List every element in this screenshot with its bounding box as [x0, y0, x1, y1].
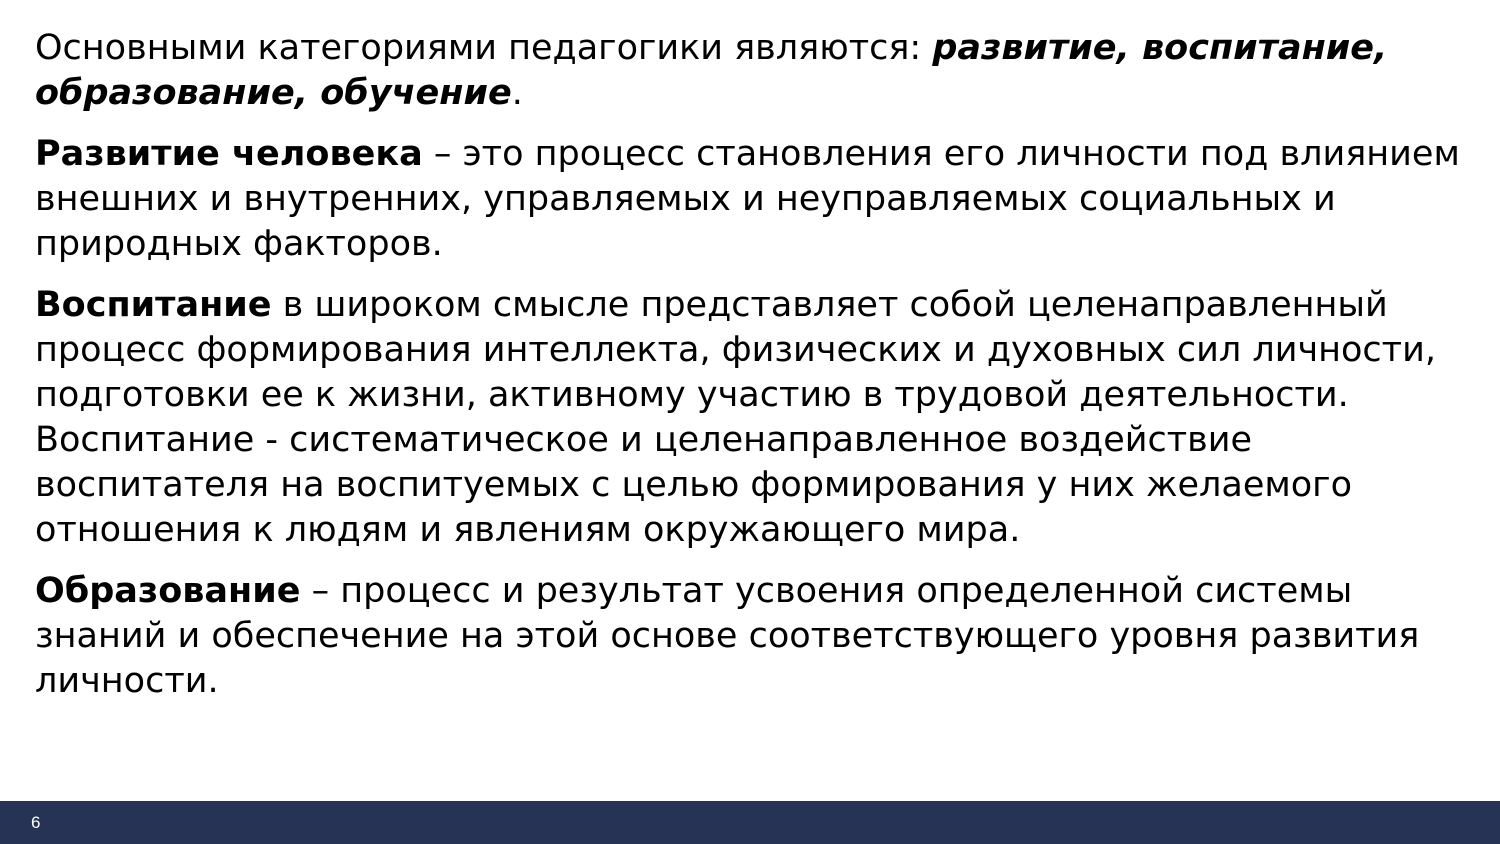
upbringing-term: Воспитание: [35, 285, 272, 325]
intro-categories: развитие, воспитание, образование, обучение: [35, 28, 1388, 113]
development-text: – это процесс становления его личности под влиянием внешних и внутренних, управляемых и неуправляемых социальных и природных факторов.: [35, 134, 1460, 264]
upbringing-paragraph: [35, 283, 1475, 553]
education-term: Образование: [35, 571, 301, 611]
slide-body: [35, 26, 1475, 720]
education-paragraph: [35, 569, 1475, 704]
intro-suffix: .: [511, 73, 523, 113]
development-term: Развитие человека: [35, 134, 423, 174]
upbringing-text: в широком смысле представляет собой целенаправленный процесс формирования интеллекта, физических и духовных сил личности, подготовки ее к жизни, активному участию в трудовой деятельности. Воспитание - систематическое и целенаправленное воздействие воспитателя на воспитуемых с целью формирования у них желаемого отношения к людям и явлениям окружающего мира.: [35, 285, 1436, 550]
intro-paragraph: [35, 26, 1475, 116]
footer-bar: [0, 801, 1500, 844]
education-text: – процесс и результат усвоения определенной системы знаний и обеспечение на этой основе соответствующего уровня развития личности.: [35, 571, 1420, 701]
intro-prefix: Основными категориями педагогики являются:: [35, 28, 933, 68]
development-paragraph: [35, 132, 1475, 267]
page-number: 6: [31, 813, 41, 832]
